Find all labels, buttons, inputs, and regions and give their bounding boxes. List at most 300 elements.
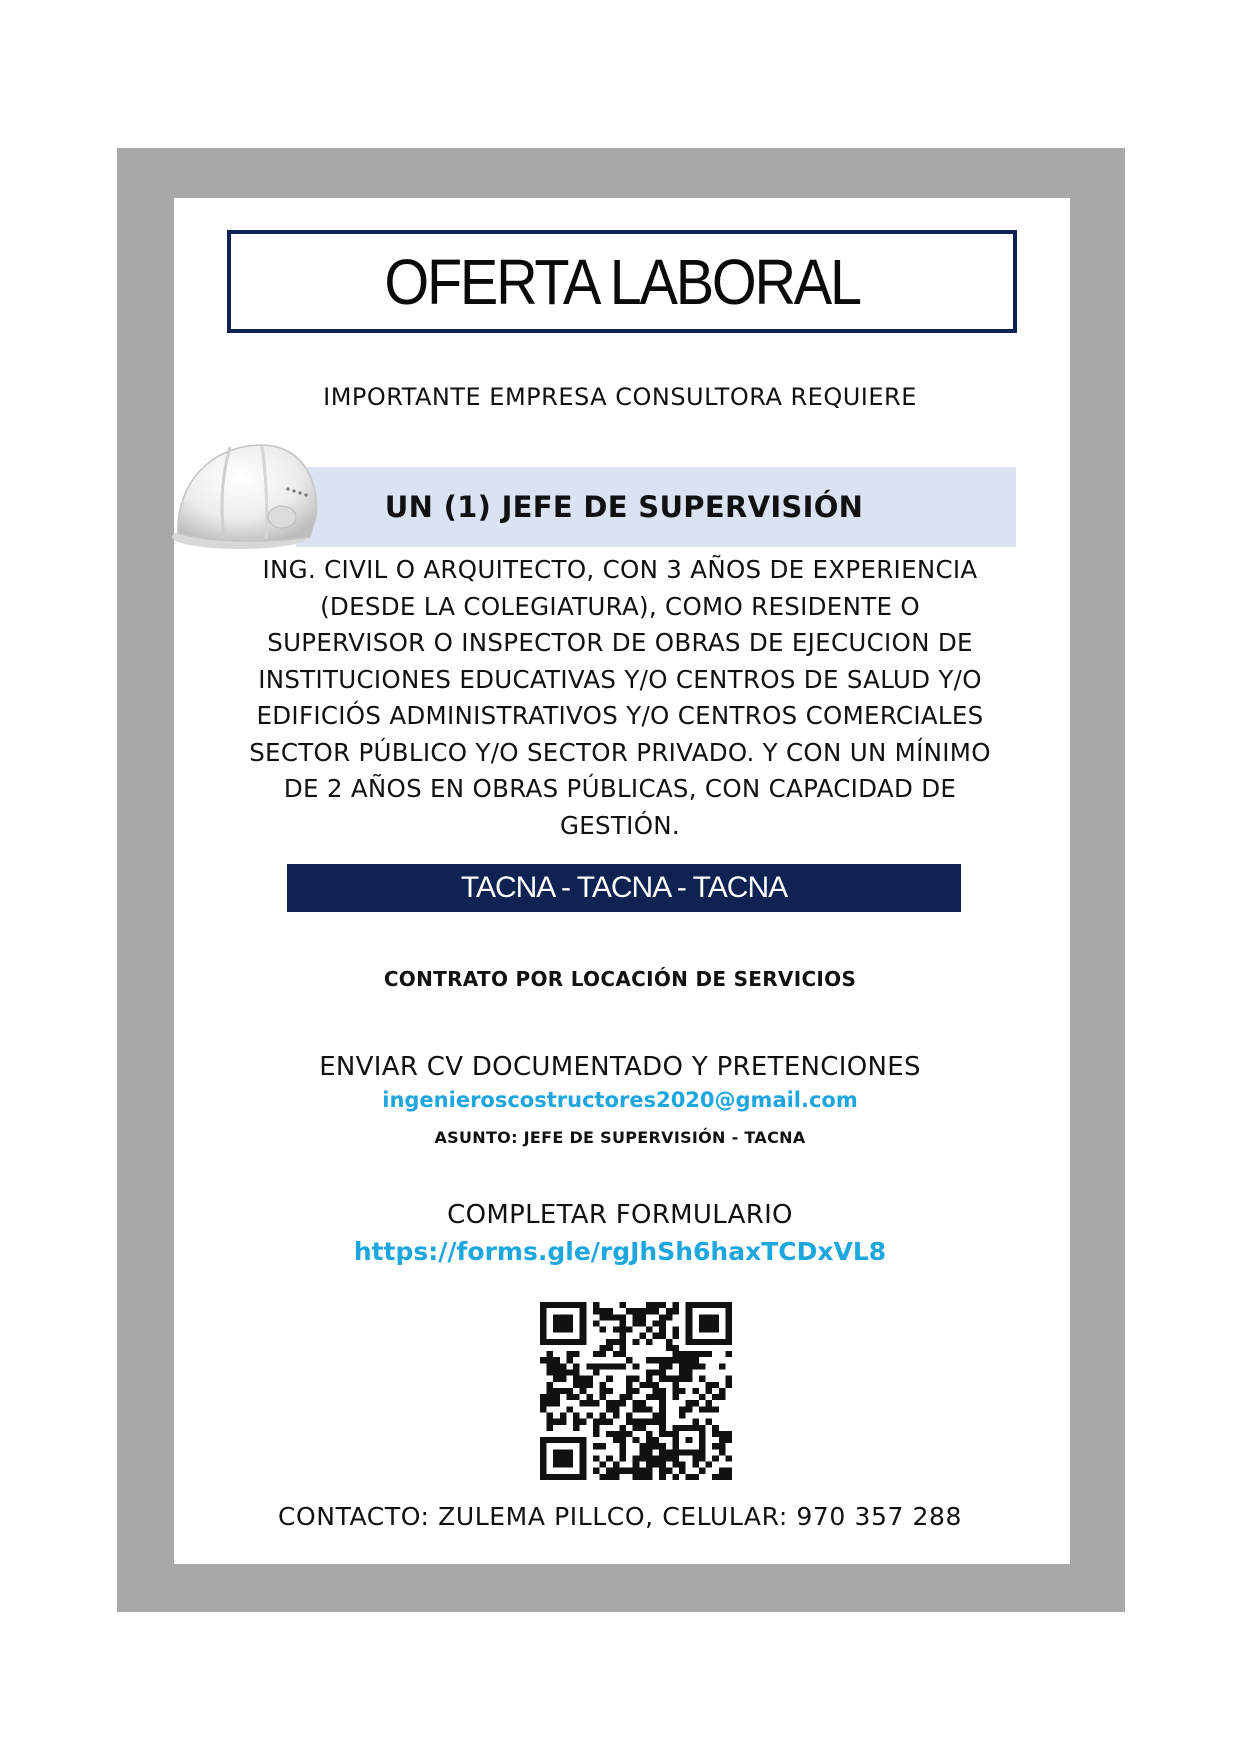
qr-module bbox=[712, 1314, 719, 1320]
qr-module bbox=[679, 1468, 686, 1474]
qr-module bbox=[566, 1437, 573, 1443]
qr-module bbox=[580, 1388, 587, 1394]
qr-module bbox=[686, 1308, 693, 1314]
qr-module bbox=[560, 1449, 567, 1455]
qr-module bbox=[646, 1394, 653, 1400]
qr-module bbox=[553, 1437, 560, 1443]
qr-module bbox=[566, 1394, 573, 1400]
qr-module bbox=[573, 1437, 580, 1443]
qr-module bbox=[540, 1443, 547, 1449]
qr-module bbox=[653, 1394, 660, 1400]
qr-module bbox=[566, 1302, 573, 1308]
qr-module bbox=[540, 1437, 547, 1443]
qr-module bbox=[580, 1468, 587, 1474]
qr-module bbox=[712, 1406, 719, 1412]
qr-module bbox=[672, 1345, 679, 1351]
qr-module bbox=[639, 1320, 646, 1326]
requirement-line: GESTIÓN. bbox=[559, 810, 680, 840]
qr-module bbox=[613, 1327, 620, 1333]
qr-module bbox=[619, 1449, 626, 1455]
qr-module bbox=[566, 1474, 573, 1480]
qr-module bbox=[646, 1449, 653, 1455]
qr-module bbox=[580, 1327, 587, 1333]
qr-module bbox=[725, 1376, 732, 1382]
qr-module bbox=[547, 1394, 554, 1400]
qr-module bbox=[619, 1431, 626, 1437]
qr-module bbox=[553, 1302, 560, 1308]
qr-module bbox=[566, 1370, 573, 1376]
qr-module bbox=[712, 1443, 719, 1449]
qr-module bbox=[686, 1370, 693, 1376]
qr-module bbox=[606, 1345, 613, 1351]
qr-module bbox=[540, 1327, 547, 1333]
qr-module bbox=[666, 1363, 673, 1369]
qr-module bbox=[719, 1302, 726, 1308]
qr-module bbox=[600, 1474, 607, 1480]
qr-module bbox=[580, 1437, 587, 1443]
qr-module bbox=[560, 1376, 567, 1382]
qr-module bbox=[566, 1462, 573, 1468]
qr-module bbox=[659, 1468, 666, 1474]
qr-module bbox=[586, 1412, 593, 1418]
qr-module bbox=[540, 1320, 547, 1326]
qr-module bbox=[719, 1339, 726, 1345]
qr-module bbox=[540, 1406, 547, 1412]
qr-module bbox=[672, 1333, 679, 1339]
qr-module bbox=[586, 1400, 593, 1406]
qr-module bbox=[725, 1308, 732, 1314]
qr-module bbox=[659, 1388, 666, 1394]
qr-module bbox=[560, 1314, 567, 1320]
qr-module bbox=[686, 1339, 693, 1345]
qr-module bbox=[593, 1351, 600, 1357]
qr-module bbox=[573, 1339, 580, 1345]
qr-module bbox=[573, 1382, 580, 1388]
qr-module bbox=[699, 1406, 706, 1412]
qr-module bbox=[653, 1419, 660, 1425]
qr-module bbox=[547, 1388, 554, 1394]
qr-module bbox=[653, 1333, 660, 1339]
qr-module bbox=[686, 1314, 693, 1320]
qr-module bbox=[646, 1443, 653, 1449]
qr-module bbox=[553, 1327, 560, 1333]
qr-module bbox=[659, 1462, 666, 1468]
qr-module bbox=[553, 1320, 560, 1326]
qr-module bbox=[686, 1363, 693, 1369]
intro-text: IMPORTANTE EMPRESA CONSULTORA REQUIERE bbox=[323, 383, 917, 411]
qr-module bbox=[712, 1382, 719, 1388]
qr-module bbox=[646, 1455, 653, 1461]
qr-module bbox=[619, 1443, 626, 1449]
qr-module bbox=[646, 1357, 653, 1363]
qr-module bbox=[672, 1394, 679, 1400]
qr-module bbox=[653, 1455, 660, 1461]
qr-module bbox=[692, 1425, 699, 1431]
qr-module bbox=[692, 1400, 699, 1406]
qr-module bbox=[646, 1474, 653, 1480]
qr-module bbox=[613, 1468, 620, 1474]
qr-module bbox=[712, 1431, 719, 1437]
qr-module bbox=[653, 1370, 660, 1376]
qr-module bbox=[540, 1302, 547, 1308]
qr-module bbox=[606, 1363, 613, 1369]
qr-module bbox=[672, 1357, 679, 1363]
qr-module bbox=[593, 1370, 600, 1376]
qr-module bbox=[560, 1474, 567, 1480]
qr-module bbox=[560, 1388, 567, 1394]
qr-module bbox=[626, 1394, 633, 1400]
qr-module bbox=[580, 1302, 587, 1308]
qr-module bbox=[580, 1314, 587, 1320]
form-link[interactable]: https://forms.gle/rgJhSh6haxTCDxVL8 bbox=[353, 1237, 887, 1266]
qr-module bbox=[547, 1302, 554, 1308]
qr-module bbox=[600, 1394, 607, 1400]
qr-module bbox=[666, 1345, 673, 1351]
qr-module bbox=[639, 1449, 646, 1455]
qr-module bbox=[553, 1419, 560, 1425]
qr-module bbox=[659, 1394, 666, 1400]
qr-module bbox=[672, 1388, 679, 1394]
qr-module bbox=[666, 1339, 673, 1345]
qr-module bbox=[706, 1320, 713, 1326]
qr-module bbox=[672, 1449, 679, 1455]
qr-module bbox=[666, 1376, 673, 1382]
qr-module bbox=[712, 1425, 719, 1431]
qr-module bbox=[653, 1357, 660, 1363]
email-link[interactable]: ingenieroscostructores2020@gmail.com bbox=[382, 1088, 858, 1112]
qr-module bbox=[540, 1308, 547, 1314]
qr-module bbox=[606, 1419, 613, 1425]
qr-module bbox=[586, 1363, 593, 1369]
qr-module bbox=[712, 1302, 719, 1308]
qr-module bbox=[639, 1455, 646, 1461]
qr-module bbox=[699, 1314, 706, 1320]
qr-module bbox=[666, 1468, 673, 1474]
qr-module bbox=[659, 1357, 666, 1363]
qr-module bbox=[619, 1327, 626, 1333]
qr-module bbox=[613, 1462, 620, 1468]
qr-module bbox=[566, 1339, 573, 1345]
qr-module bbox=[540, 1474, 547, 1480]
qr-module bbox=[619, 1437, 626, 1443]
qr-module bbox=[580, 1376, 587, 1382]
qr-module bbox=[593, 1400, 600, 1406]
qr-module bbox=[633, 1308, 640, 1314]
qr-module bbox=[646, 1437, 653, 1443]
qr-module bbox=[725, 1320, 732, 1326]
qr-module bbox=[566, 1406, 573, 1412]
qr-module bbox=[646, 1419, 653, 1425]
qr-module bbox=[633, 1388, 640, 1394]
qr-module bbox=[719, 1449, 726, 1455]
qr-module bbox=[600, 1388, 607, 1394]
qr-module bbox=[619, 1468, 626, 1474]
qr-module bbox=[547, 1357, 554, 1363]
qr-module bbox=[633, 1314, 640, 1320]
qr-module bbox=[606, 1406, 613, 1412]
qr-module bbox=[600, 1412, 607, 1418]
qr-module bbox=[686, 1351, 693, 1357]
qr-module bbox=[666, 1308, 673, 1314]
qr-module bbox=[606, 1400, 613, 1406]
qr-module bbox=[580, 1333, 587, 1339]
qr-module bbox=[672, 1474, 679, 1480]
qr-module bbox=[613, 1412, 620, 1418]
qr-module bbox=[666, 1357, 673, 1363]
qr-module bbox=[613, 1431, 620, 1437]
qr-module bbox=[547, 1425, 554, 1431]
qr-module bbox=[600, 1314, 607, 1320]
qr-module bbox=[659, 1327, 666, 1333]
qr-module bbox=[725, 1431, 732, 1437]
qr-module bbox=[560, 1370, 567, 1376]
qr-module bbox=[692, 1455, 699, 1461]
qr-module bbox=[659, 1406, 666, 1412]
qr-module bbox=[626, 1357, 633, 1363]
qr-module bbox=[553, 1370, 560, 1376]
qr-module bbox=[672, 1443, 679, 1449]
qr-module bbox=[653, 1308, 660, 1314]
qr-module bbox=[566, 1320, 573, 1326]
qr-module bbox=[653, 1382, 660, 1388]
qr-module bbox=[573, 1351, 580, 1357]
qr-module bbox=[606, 1308, 613, 1314]
qr-module bbox=[679, 1425, 686, 1431]
qr-module bbox=[706, 1339, 713, 1345]
qr-module bbox=[626, 1376, 633, 1382]
qr-module bbox=[626, 1431, 633, 1437]
qr-module bbox=[606, 1376, 613, 1382]
qr-module bbox=[725, 1333, 732, 1339]
qr-module bbox=[606, 1431, 613, 1437]
qr-module bbox=[639, 1406, 646, 1412]
qr-module bbox=[600, 1382, 607, 1388]
qr-module bbox=[553, 1400, 560, 1406]
qr-module bbox=[692, 1339, 699, 1345]
qr-module bbox=[633, 1462, 640, 1468]
qr-module bbox=[646, 1376, 653, 1382]
qr-module bbox=[699, 1468, 706, 1474]
qr-module bbox=[580, 1474, 587, 1480]
qr-module bbox=[672, 1455, 679, 1461]
qr-module bbox=[560, 1320, 567, 1326]
qr-module bbox=[613, 1474, 620, 1480]
location-text: TACNA - TACNA - TACNA bbox=[460, 871, 788, 904]
qr-module bbox=[593, 1455, 600, 1461]
qr-module bbox=[646, 1431, 653, 1437]
qr-module bbox=[699, 1449, 706, 1455]
qr-module bbox=[672, 1382, 679, 1388]
qr-module bbox=[712, 1339, 719, 1345]
qr-module bbox=[573, 1412, 580, 1418]
qr-module bbox=[553, 1314, 560, 1320]
qr-module bbox=[659, 1314, 666, 1320]
contract-type: CONTRATO POR LOCACIÓN DE SERVICIOS bbox=[383, 967, 857, 991]
qr-module bbox=[633, 1320, 640, 1326]
qr-module bbox=[699, 1339, 706, 1345]
qr-module bbox=[659, 1443, 666, 1449]
qr-module bbox=[686, 1320, 693, 1326]
qr-module bbox=[639, 1333, 646, 1339]
qr-module bbox=[540, 1339, 547, 1345]
qr-module bbox=[672, 1431, 679, 1437]
qr-module bbox=[706, 1406, 713, 1412]
qr-module bbox=[606, 1388, 613, 1394]
qr-module bbox=[706, 1382, 713, 1388]
qr-module bbox=[672, 1308, 679, 1314]
qr-module bbox=[659, 1333, 666, 1339]
requirement-line: EDIFICIÓS ADMINISTRATIVOS Y/O CENTROS COMERCIALES bbox=[256, 701, 984, 730]
qr-module bbox=[553, 1455, 560, 1461]
contact-info: CONTACTO: ZULEMA PILLCO, CELULAR: 970 357 288 bbox=[277, 1502, 963, 1531]
qr-module bbox=[606, 1474, 613, 1480]
qr-module bbox=[560, 1412, 567, 1418]
qr-module bbox=[626, 1327, 633, 1333]
qr-module bbox=[706, 1419, 713, 1425]
qr-module bbox=[706, 1327, 713, 1333]
qr-module bbox=[547, 1382, 554, 1388]
qr-module bbox=[706, 1388, 713, 1394]
qr-module bbox=[672, 1351, 679, 1357]
qr-module bbox=[639, 1314, 646, 1320]
title-box bbox=[227, 230, 1017, 333]
qr-module bbox=[686, 1376, 693, 1382]
qr-module bbox=[619, 1314, 626, 1320]
qr-module bbox=[706, 1400, 713, 1406]
qr-module bbox=[580, 1462, 587, 1468]
qr-module bbox=[540, 1333, 547, 1339]
qr-module bbox=[686, 1333, 693, 1339]
qr-module bbox=[619, 1339, 626, 1345]
qr-module bbox=[672, 1462, 679, 1468]
qr-module bbox=[619, 1363, 626, 1369]
position-title: UN (1) JEFE DE SUPERVISIÓN bbox=[384, 490, 864, 524]
qr-module bbox=[725, 1437, 732, 1443]
qr-module bbox=[706, 1302, 713, 1308]
qr-module bbox=[699, 1437, 706, 1443]
qr-module bbox=[626, 1308, 633, 1314]
qr-module bbox=[540, 1455, 547, 1461]
qr-module bbox=[639, 1419, 646, 1425]
qr-module bbox=[593, 1308, 600, 1314]
qr-module bbox=[586, 1376, 593, 1382]
qr-module bbox=[706, 1351, 713, 1357]
qr-module bbox=[699, 1431, 706, 1437]
qr-module bbox=[639, 1308, 646, 1314]
qr-module bbox=[659, 1376, 666, 1382]
qr-module bbox=[719, 1474, 726, 1480]
qr-module bbox=[540, 1400, 547, 1406]
qr-module bbox=[580, 1443, 587, 1449]
qr-module bbox=[712, 1394, 719, 1400]
qr-module bbox=[560, 1419, 567, 1425]
qr-module bbox=[712, 1455, 719, 1461]
qr-module bbox=[659, 1425, 666, 1431]
qr-module bbox=[553, 1474, 560, 1480]
qr-module bbox=[613, 1400, 620, 1406]
qr-module bbox=[659, 1412, 666, 1418]
qr-module bbox=[639, 1382, 646, 1388]
qr-module bbox=[666, 1431, 673, 1437]
qr-code[interactable] bbox=[540, 1302, 732, 1480]
qr-module bbox=[646, 1302, 653, 1308]
requirement-line: SUPERVISOR O INSPECTOR DE OBRAS DE EJECUCION DE bbox=[267, 628, 973, 657]
qr-module bbox=[580, 1320, 587, 1326]
qr-module bbox=[672, 1327, 679, 1333]
qr-module bbox=[725, 1314, 732, 1320]
qr-module bbox=[633, 1376, 640, 1382]
qr-module bbox=[547, 1412, 554, 1418]
qr-module bbox=[653, 1302, 660, 1308]
qr-module bbox=[593, 1425, 600, 1431]
qr-module bbox=[712, 1474, 719, 1480]
qr-module bbox=[633, 1425, 640, 1431]
qr-module bbox=[679, 1376, 686, 1382]
qr-module bbox=[566, 1388, 573, 1394]
qr-module bbox=[593, 1363, 600, 1369]
apply-instruction: ENVIAR CV DOCUMENTADO Y PRETENCIONES bbox=[319, 1052, 921, 1082]
qr-module bbox=[547, 1474, 554, 1480]
qr-module bbox=[619, 1302, 626, 1308]
qr-module bbox=[580, 1339, 587, 1345]
qr-module bbox=[633, 1363, 640, 1369]
qr-module bbox=[633, 1437, 640, 1443]
qr-module bbox=[639, 1474, 646, 1480]
qr-module bbox=[666, 1449, 673, 1455]
qr-module bbox=[600, 1363, 607, 1369]
qr-module bbox=[619, 1455, 626, 1461]
qr-module bbox=[686, 1327, 693, 1333]
qr-module bbox=[692, 1419, 699, 1425]
qr-module bbox=[646, 1339, 653, 1345]
qr-module bbox=[600, 1419, 607, 1425]
qr-module bbox=[613, 1351, 620, 1357]
qr-module bbox=[653, 1388, 660, 1394]
qr-module bbox=[580, 1400, 587, 1406]
qr-module bbox=[560, 1339, 567, 1345]
qr-module bbox=[659, 1302, 666, 1308]
qr-module bbox=[547, 1419, 554, 1425]
qr-module bbox=[553, 1376, 560, 1382]
location-bar bbox=[287, 864, 961, 912]
qr-module bbox=[566, 1327, 573, 1333]
qr-module bbox=[719, 1394, 726, 1400]
qr-module bbox=[686, 1474, 693, 1480]
qr-module bbox=[679, 1406, 686, 1412]
qr-module bbox=[653, 1462, 660, 1468]
qr-module bbox=[600, 1462, 607, 1468]
qr-module bbox=[619, 1345, 626, 1351]
requirement-line: (DESDE LA COLEGIATURA), COMO RESIDENTE O bbox=[320, 591, 920, 621]
qr-module bbox=[553, 1449, 560, 1455]
qr-module bbox=[606, 1455, 613, 1461]
qr-module bbox=[600, 1327, 607, 1333]
qr-module bbox=[692, 1449, 699, 1455]
qr-module bbox=[725, 1302, 732, 1308]
qr-module bbox=[692, 1474, 699, 1480]
qr-module bbox=[540, 1394, 547, 1400]
qr-module bbox=[725, 1468, 732, 1474]
qr-module bbox=[593, 1302, 600, 1308]
qr-module bbox=[573, 1394, 580, 1400]
qr-module bbox=[619, 1400, 626, 1406]
requirements-text bbox=[200, 552, 1040, 844]
qr-module bbox=[619, 1333, 626, 1339]
email-subject: ASUNTO: JEFE DE SUPERVISIÓN - TACNA bbox=[434, 1128, 806, 1147]
qr-module bbox=[672, 1376, 679, 1382]
qr-module bbox=[566, 1351, 573, 1357]
qr-module bbox=[679, 1388, 686, 1394]
